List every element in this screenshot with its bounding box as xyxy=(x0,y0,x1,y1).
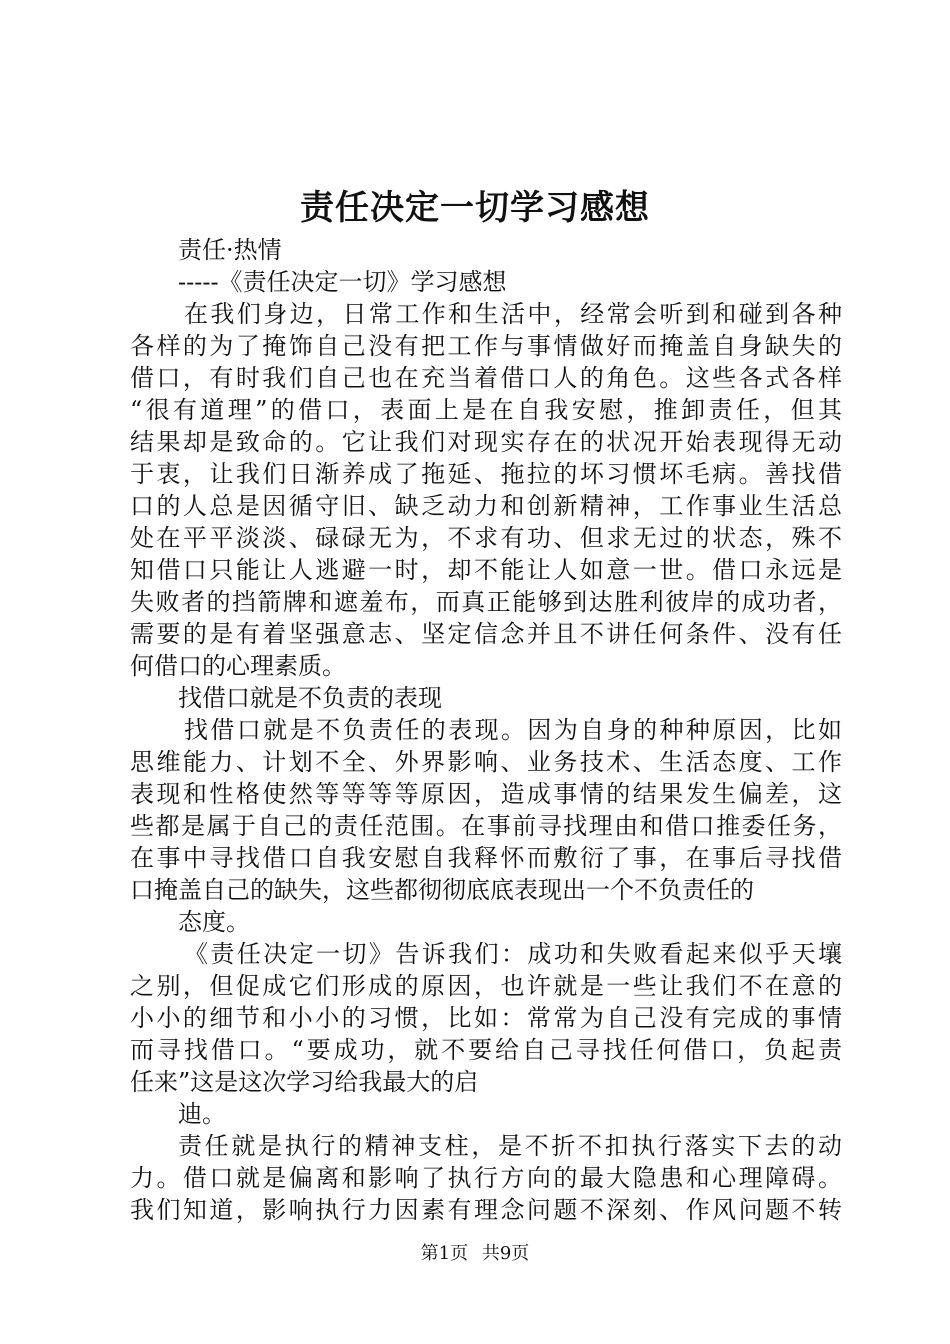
paragraph-line: 我们知道，影响执行力因素有理念问题不深刻、作风问题不转 xyxy=(130,1196,842,1224)
paragraph-line: 需要的是有着坚强意志、坚定信念并且不讲任何条件、没有任 xyxy=(130,620,842,648)
document-body xyxy=(130,234,842,1226)
paragraph-line: 之别，但促成它们形成的原因，也许就是一些让我们不在意的 xyxy=(130,972,842,1000)
paragraph-line: 思维能力、计划不全、外界影响、业务技术、生活态度、工作 xyxy=(130,748,842,776)
paragraph-line: 找借口就是不负责任的表现。因为自身的种种原因，比如 xyxy=(184,716,842,744)
paragraph-line: 知借口只能让人逃避一时，却不能让人如意一世。借口永远是 xyxy=(130,556,842,584)
paragraph-line: 在我们身边，日常工作和生活中，经常会听到和碰到各种 xyxy=(184,300,842,328)
section-subheading: 找借口就是不负责的表现 xyxy=(178,684,442,712)
paragraph-line: 小小的细节和小小的习惯，比如：常常为自己没有完成的事情 xyxy=(130,1004,842,1032)
paragraph-line: 《责任决定一切》告诉我们：成功和失败看起来似乎天壤 xyxy=(184,940,842,968)
paragraph-line: 各样的为了掩饰自己没有把工作与事情做好而掩盖自身缺失的 xyxy=(130,332,842,360)
paragraph-line: 处在平平淡淡、碌碌无为，不求有功、但求无过的状态，殊不 xyxy=(130,524,842,552)
document-title: 责任决定一切学习感想 xyxy=(300,188,650,228)
paragraph-line: 借口，有时我们自己也在充当着借口人的角色。这些各式各样 xyxy=(130,364,842,392)
paragraph-line: 些都是属于自己的责任范围。在事前寻找理由和借口推委任务， xyxy=(130,812,842,840)
paragraph-line: 在事中寻找借口自我安慰自我释怀而敷衍了事，在事后寻找借 xyxy=(130,844,842,872)
paragraph-tail: 态度。 xyxy=(178,908,250,936)
paragraph-line: 失败者的挡箭牌和遮羞布，而真正能够到达胜利彼岸的成功者， xyxy=(130,588,842,616)
paragraph-line: 责任就是执行的精神支柱，是不折不扣执行落实下去的动 xyxy=(178,1132,842,1160)
paragraph-line: 力。借口就是偏离和影响了执行方向的最大隐患和心理障碍。 xyxy=(130,1164,842,1192)
paragraph-line: 结果却是致命的。它让我们对现实存在的状况开始表现得无动 xyxy=(130,428,842,456)
heading-line-2: -----《责任决定一切》学习感想 xyxy=(178,268,507,296)
paragraph-line: “很有道理”的借口，表面上是在自我安慰，推卸责任，但其 xyxy=(130,396,842,424)
heading-line-1: 责任·热情 xyxy=(178,236,282,264)
page-number: 第1页 xyxy=(420,1243,469,1264)
paragraph-line: 任来”这是这次学习给我最大的启 xyxy=(130,1068,479,1096)
paragraph-line: 于衷，让我们日渐养成了拖延、拖拉的坏习惯坏毛病。善找借 xyxy=(130,460,842,488)
page-total: 共9页 xyxy=(481,1243,530,1264)
paragraph-tail: 迪。 xyxy=(178,1100,226,1128)
paragraph-line: 而寻找借口。“要成功，就不要给自己寻找任何借口，负起责 xyxy=(130,1036,842,1064)
page-footer xyxy=(0,1242,950,1266)
paragraph-line: 何借口的心理素质。 xyxy=(130,652,346,680)
paragraph-line: 口的人总是因循守旧、缺乏动力和创新精神，工作事业生活总 xyxy=(130,492,842,520)
paragraph-line: 表现和性格使然等等等等原因，造成事情的结果发生偏差，这 xyxy=(130,780,842,808)
paragraph-line: 口掩盖自己的缺失，这些都彻彻底底表现出一个不负责任的 xyxy=(130,876,754,904)
